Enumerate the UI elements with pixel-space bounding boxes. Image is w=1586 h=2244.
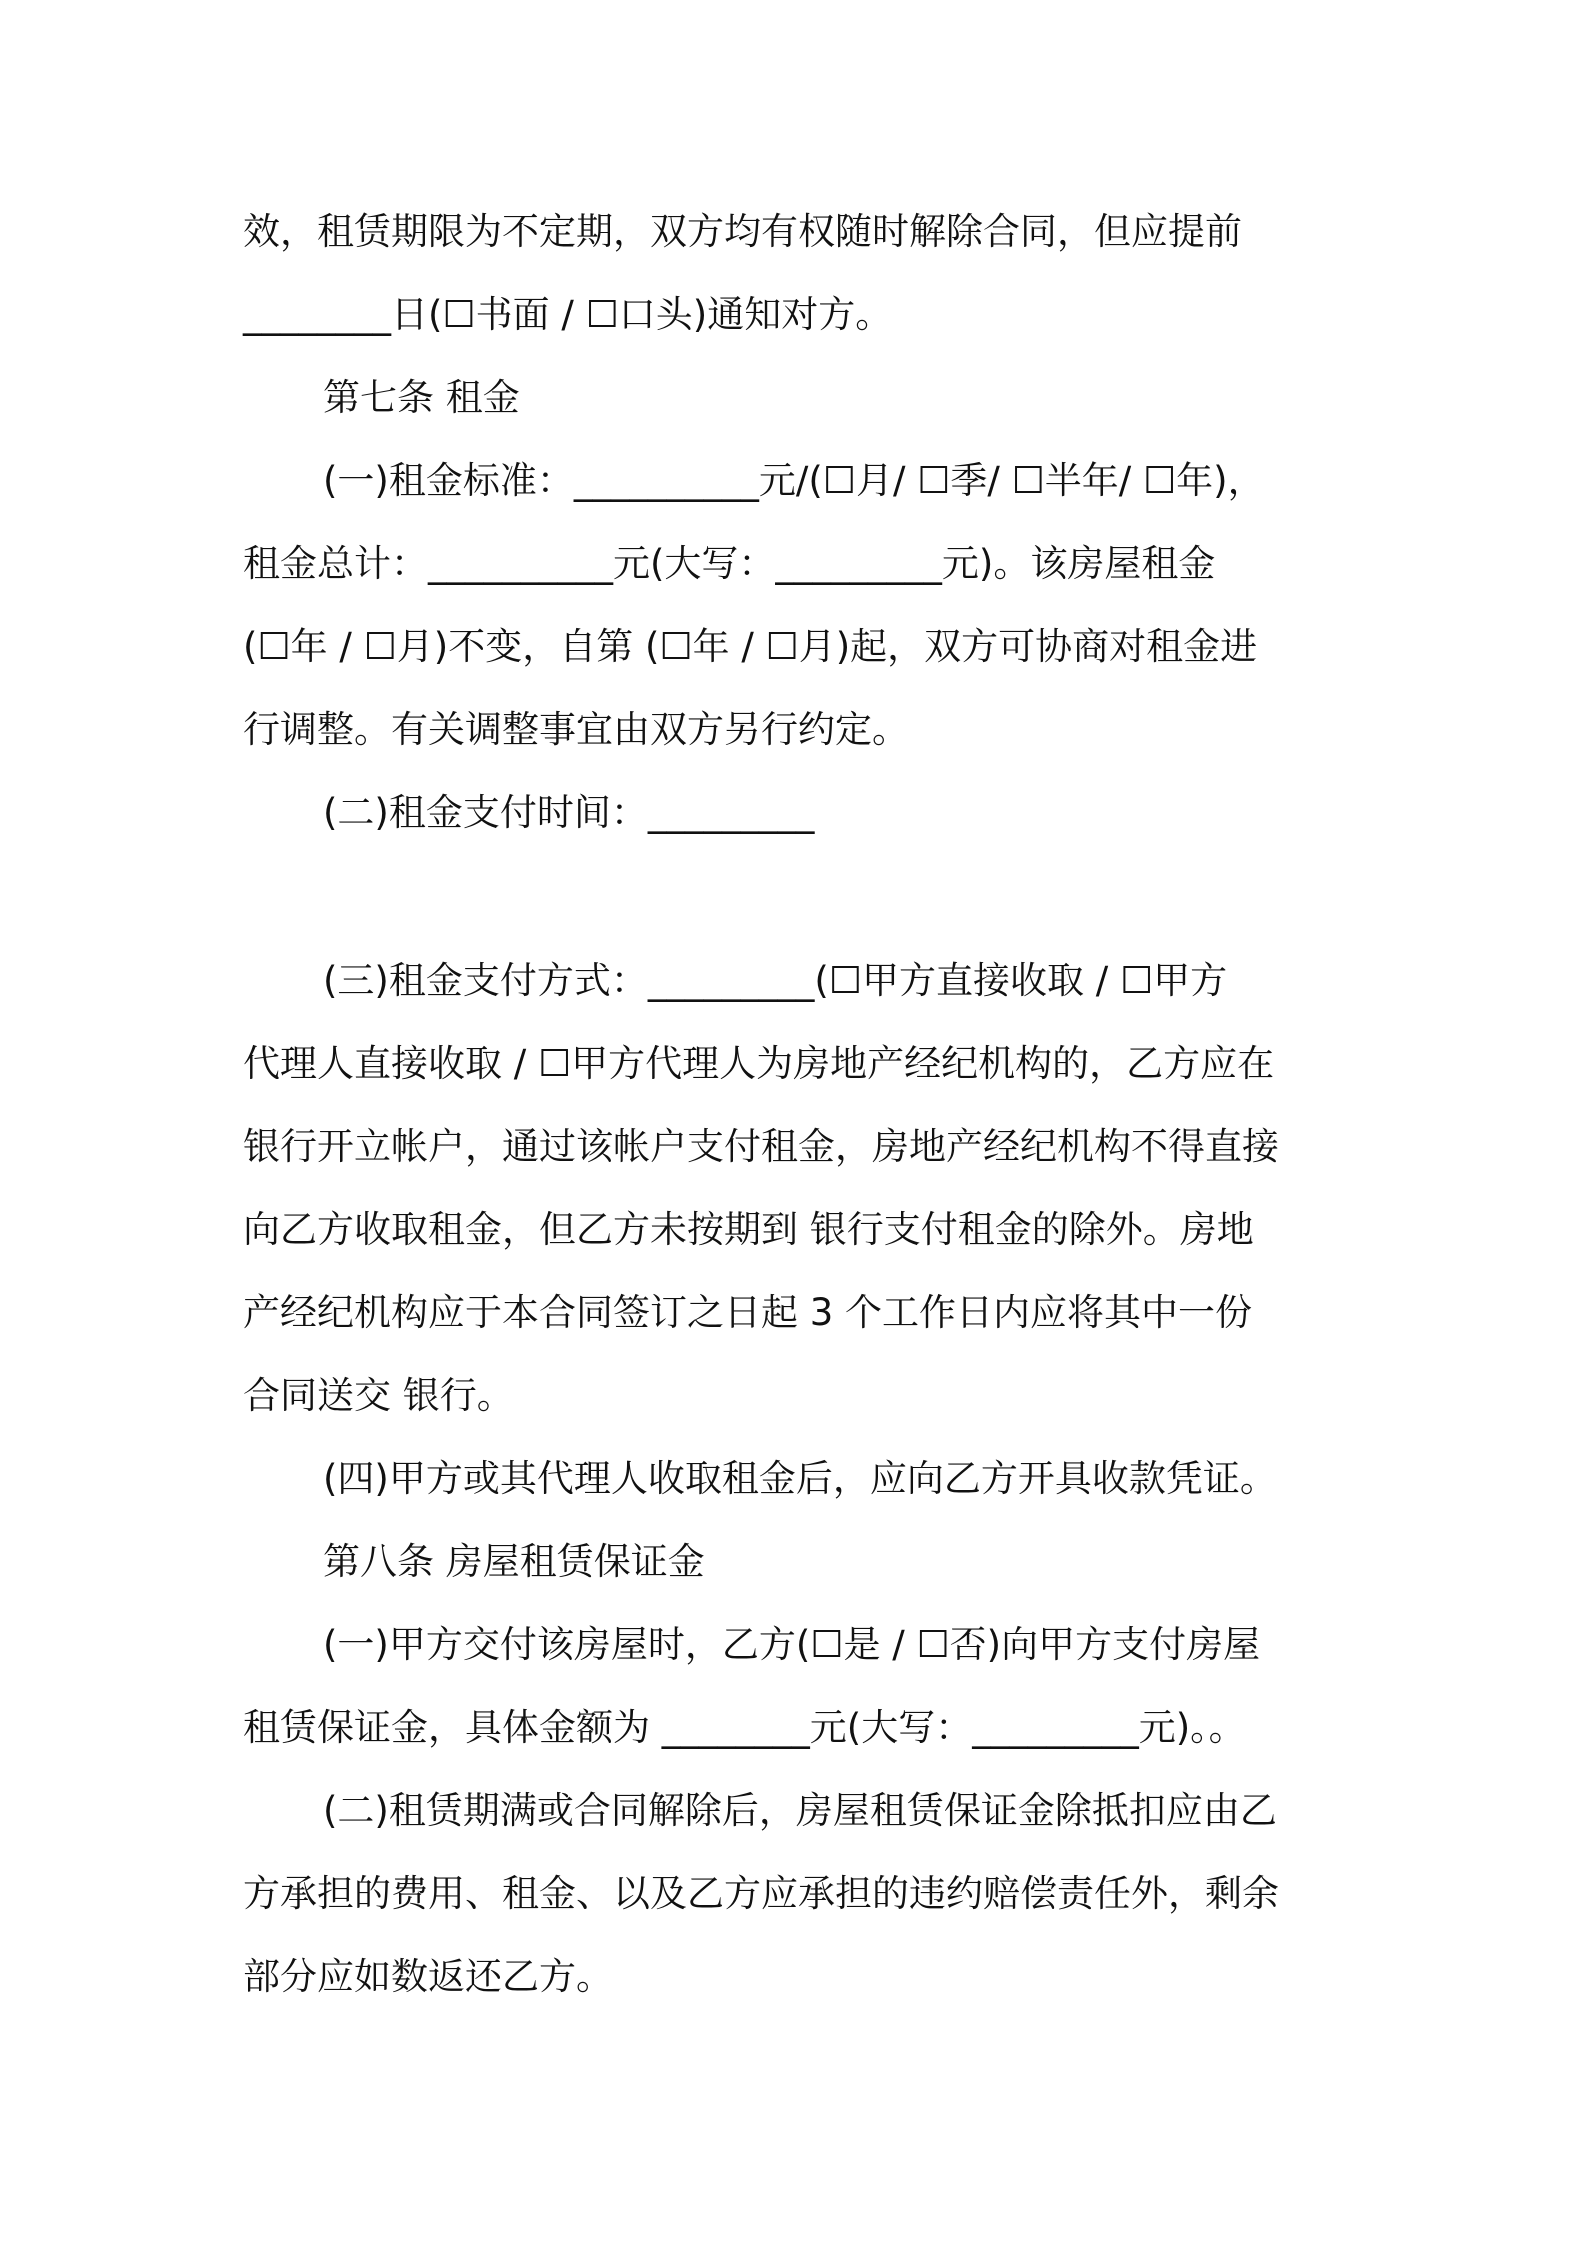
text-line: 方承担的费用、租金、以及乙方应承担的违约赔偿责任外，剩余 bbox=[243, 1872, 1279, 1915]
section-heading: 第八条 房屋租赁保证金 bbox=[323, 1540, 705, 1583]
text-line: (一)租金标准：__________元/(☐月/ ☐季/ ☐半年/ ☐年)， bbox=[323, 459, 1265, 502]
blank-space bbox=[243, 854, 1353, 939]
text-line: 代理人直接收取 / ☐甲方代理人为房地产经纪机构的，乙方应在 bbox=[243, 1042, 1275, 1085]
section-heading: 第七条 租金 bbox=[323, 376, 520, 419]
text-line: 行调整。有关调整事宜由双方另行约定。 bbox=[243, 708, 909, 751]
text-line: (四)甲方或其代理人收取租金后，应向乙方开具收款凭证。 bbox=[323, 1457, 1277, 1500]
text-line: ________日(☐书面 / ☐口头)通知对方。 bbox=[243, 293, 893, 336]
text-line: (☐年 / ☐月)不变，自第 (☐年 / ☐月)起，双方可协商对租金进 bbox=[243, 625, 1258, 668]
text-line: 效，租赁期限为不定期，双方均有权随时解除合同，但应提前 bbox=[243, 210, 1242, 253]
text-line: 合同送交 银行。 bbox=[243, 1374, 514, 1417]
text-line: 部分应如数返还乙方。 bbox=[243, 1955, 613, 1998]
text-line: (三)租金支付方式：_________(☐甲方直接收取 / ☐甲方 bbox=[323, 959, 1228, 1002]
document-body bbox=[243, 190, 1353, 2018]
text-line: (二)租金支付时间：_________ bbox=[323, 791, 815, 834]
text-line: 租金总计：__________元(大写：_________元)。该房屋租金 bbox=[243, 542, 1216, 585]
text-line: 租赁保证金，具体金额为 ________元(大写：_________元)。。 bbox=[243, 1706, 1246, 1749]
text-line: 产经纪机构应于本合同签订之日起 3 个工作日内应将其中一份 bbox=[243, 1291, 1253, 1334]
text-line: 银行开立帐户，通过该帐户支付租金，房地产经纪机构不得直接 bbox=[243, 1125, 1279, 1168]
text-line: (一)甲方交付该房屋时，乙方(☐是 / ☐否)向甲方支付房屋 bbox=[323, 1623, 1261, 1666]
text-line: (二)租赁期满或合同解除后，房屋租赁保证金除抵扣应由乙 bbox=[323, 1789, 1277, 1832]
text-line: 向乙方收取租金，但乙方未按期到 银行支付租金的除外。房地 bbox=[243, 1208, 1254, 1251]
